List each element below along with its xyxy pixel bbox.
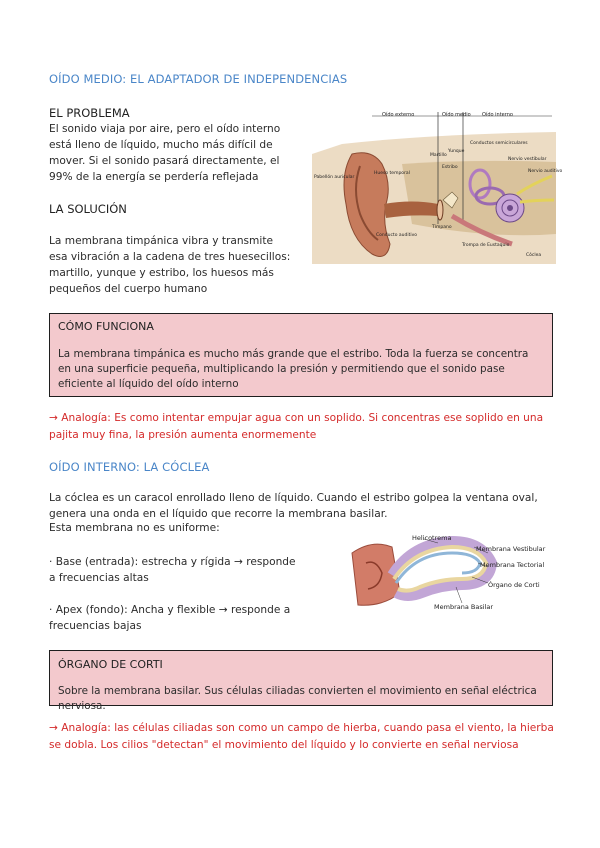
label-membrana-tectorial: Membrana Tectorial bbox=[480, 561, 545, 569]
label-timpano: Tímpano bbox=[432, 225, 452, 230]
coclea-intro: La cóclea es un caracol enrollado lleno de líquido. Cuando el estribo golpea la ventana oval, genera una onda en el líquido que recorre la membrana basilar. bbox=[49, 492, 538, 520]
callout-como-funciona bbox=[49, 313, 553, 397]
label-nervio-auditivo: Nervio auditivo bbox=[528, 169, 563, 174]
label-coclea: Cóclea bbox=[526, 253, 542, 258]
callout-organo-corti bbox=[49, 650, 553, 712]
label-trompa: Trompa de Eustaquio bbox=[462, 243, 510, 248]
label-martillo: Martillo bbox=[430, 153, 447, 158]
label-membrana-vestibular: Membrana Vestibular bbox=[476, 545, 546, 553]
analogy-1: → Analogía: Es como intentar empujar agua con un soplido. Si concentras ese soplido en una pajita muy fina, la presión aumenta enormemente bbox=[49, 412, 544, 441]
solution-heading: LA SOLUCIÓN bbox=[49, 202, 127, 216]
solution-text: La membrana timpánica vibra y transmite esa vibración a la cadena de tres huesecillos: martillo, yunque y estribo, los huesos más pequeños del cuerpo humano bbox=[49, 235, 291, 295]
label-nervio-vestibular: Nervio vestibular bbox=[508, 157, 547, 162]
label-canales: Conductos semicirculares bbox=[470, 141, 528, 146]
label-conducto: Conducto auditivo bbox=[376, 233, 418, 238]
label-hueso: Hueso temporal bbox=[374, 171, 410, 176]
callout-title: CÓMO FUNCIONA bbox=[58, 320, 154, 333]
callout-title: ÓRGANO DE CORTI bbox=[58, 658, 163, 671]
callout-body: Sobre la membrana basilar. Sus células ciliadas convierten el movimiento en señal eléctrica nerviosa. bbox=[58, 685, 537, 712]
label-helicotrema: Helicotrema bbox=[412, 534, 452, 542]
label-organo-corti: Órgano de Corti bbox=[488, 581, 540, 589]
label-pabellon: Pabellón auricular bbox=[314, 175, 355, 180]
coclea-apex: · Apex (fondo): Ancha y flexible → responde a frecuencias bajas bbox=[49, 604, 291, 632]
analogy-2: → Analogía: las células ciliadas son como un campo de hierba, cuando pasa el viento, la hierba se dobla. Los cilios "detectan" el movimiento del líquido y lo convierte en señal nerviosa bbox=[49, 722, 554, 751]
section-title-coclea: OÍDO INTERNO: LA CÓCLEA bbox=[49, 460, 210, 474]
label-oido-medio: Oído medio bbox=[442, 112, 471, 118]
callout-body: La membrana timpánica es mucho más grande que el estribo. Toda la fuerza se concentra en una superficie pequeña, multiplicando la presión y permitiendo que el sonido pase eficiente al líquido del oído interno bbox=[58, 348, 529, 390]
section-title-oido-medio: OÍDO MEDIO: EL ADAPTADOR DE INDEPENDENCIAS bbox=[49, 72, 348, 86]
label-yunque: Yunque bbox=[448, 149, 465, 154]
label-membrana-basilar: Membrana Basilar bbox=[434, 603, 493, 611]
label-oido-externo: Oído externo bbox=[382, 112, 415, 118]
ear-anatomy-figure bbox=[312, 104, 563, 264]
problem-text: El sonido viaja por aire, pero el oído interno está lleno de líquido, mucho más difícil de mover. Si el sonido pasará directamente, el 99% de la energía se perdería reflejada bbox=[49, 123, 281, 183]
label-oido-interno: Oído interno bbox=[482, 112, 513, 118]
coclea-base: · Base (entrada): estrecha y rígida → responde a frecuencias altas bbox=[49, 556, 296, 584]
cochlea-figure bbox=[352, 533, 555, 613]
problem-heading: EL PROBLEMA bbox=[49, 106, 130, 120]
label-estribo: Estribo bbox=[442, 165, 458, 170]
coclea-intro-2: Esta membrana no es uniforme: bbox=[49, 522, 220, 534]
